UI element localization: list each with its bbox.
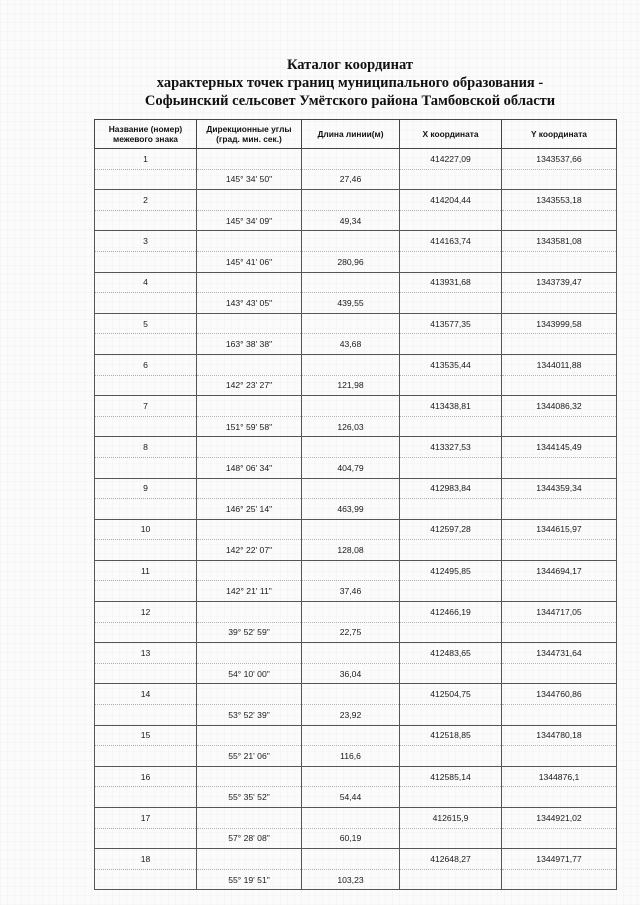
direction-angle-cell: 151° 59' 58" — [197, 416, 302, 437]
mark-name-cell: 15 — [95, 725, 197, 746]
empty-cell — [502, 251, 617, 272]
table-row — [95, 293, 617, 314]
table-row — [95, 869, 617, 890]
mark-name-cell: 14 — [95, 684, 197, 705]
empty-cell — [502, 169, 617, 190]
table-row — [95, 705, 617, 726]
empty-cell — [197, 149, 302, 170]
direction-angle-cell: 55° 21' 06" — [197, 746, 302, 767]
table-row — [95, 519, 617, 540]
empty-cell — [95, 457, 197, 478]
mark-name-cell: 7 — [95, 396, 197, 417]
empty-cell — [400, 622, 502, 643]
empty-cell — [400, 457, 502, 478]
x-coordinate-cell: 412504,75 — [400, 684, 502, 705]
empty-cell — [502, 746, 617, 767]
empty-cell — [302, 478, 400, 499]
x-coordinate-cell: 413931,68 — [400, 272, 502, 293]
direction-angle-cell: 57° 28' 08" — [197, 828, 302, 849]
direction-angle-cell: 142° 21' 11" — [197, 581, 302, 602]
line-length-cell: 22,75 — [302, 622, 400, 643]
mark-name-cell: 6 — [95, 354, 197, 375]
empty-cell — [502, 499, 617, 520]
empty-cell — [95, 828, 197, 849]
table-row — [95, 849, 617, 870]
y-coordinate-cell: 1343739,47 — [502, 272, 617, 293]
table-row — [95, 437, 617, 458]
table-row — [95, 808, 617, 829]
mark-name-cell: 2 — [95, 190, 197, 211]
x-coordinate-cell: 412597,28 — [400, 519, 502, 540]
x-coordinate-cell: 413577,35 — [400, 313, 502, 334]
empty-cell — [302, 272, 400, 293]
x-coordinate-cell: 414227,09 — [400, 149, 502, 170]
line-length-cell: 23,92 — [302, 705, 400, 726]
empty-cell — [502, 416, 617, 437]
y-coordinate-cell: 1343999,58 — [502, 313, 617, 334]
table-row — [95, 725, 617, 746]
y-coordinate-cell: 1343553,18 — [502, 190, 617, 211]
empty-cell — [95, 375, 197, 396]
table-row — [95, 210, 617, 231]
empty-cell — [95, 210, 197, 231]
empty-cell — [95, 499, 197, 520]
table-row — [95, 354, 617, 375]
line-length-cell: 43,68 — [302, 334, 400, 355]
empty-cell — [302, 849, 400, 870]
table-row — [95, 643, 617, 664]
header-line-length: Длина линии(м) — [302, 120, 400, 149]
mark-name-cell: 17 — [95, 808, 197, 829]
empty-cell — [400, 828, 502, 849]
empty-cell — [502, 663, 617, 684]
empty-cell — [502, 375, 617, 396]
y-coordinate-cell: 1344760,86 — [502, 684, 617, 705]
direction-angle-cell: 142° 23' 27" — [197, 375, 302, 396]
empty-cell — [197, 560, 302, 581]
y-coordinate-cell: 1344694,17 — [502, 560, 617, 581]
mark-name-cell: 9 — [95, 478, 197, 499]
x-coordinate-cell: 413438,81 — [400, 396, 502, 417]
table-row — [95, 375, 617, 396]
empty-cell — [400, 869, 502, 890]
empty-cell — [95, 416, 197, 437]
empty-cell — [95, 869, 197, 890]
direction-angle-cell: 54° 10' 00" — [197, 663, 302, 684]
y-coordinate-cell: 1344145,49 — [502, 437, 617, 458]
mark-name-cell: 8 — [95, 437, 197, 458]
empty-cell — [502, 869, 617, 890]
line-length-cell: 116,6 — [302, 746, 400, 767]
direction-angle-cell: 39° 52' 59" — [197, 622, 302, 643]
empty-cell — [400, 251, 502, 272]
line-length-cell: 404,79 — [302, 457, 400, 478]
empty-cell — [400, 334, 502, 355]
table-row — [95, 149, 617, 170]
line-length-cell: 49,34 — [302, 210, 400, 231]
table-row — [95, 231, 617, 252]
direction-angle-cell: 146° 25' 14" — [197, 499, 302, 520]
title-line-1: Каталог координат — [286, 57, 414, 73]
empty-cell — [502, 581, 617, 602]
empty-cell — [197, 437, 302, 458]
empty-cell — [197, 602, 302, 623]
table-row — [95, 334, 617, 355]
empty-cell — [95, 581, 197, 602]
direction-angle-cell: 53° 52' 39" — [197, 705, 302, 726]
table-row — [95, 581, 617, 602]
empty-cell — [302, 519, 400, 540]
empty-cell — [302, 643, 400, 664]
table-row — [95, 663, 617, 684]
empty-cell — [400, 787, 502, 808]
direction-angle-cell: 142° 22' 07" — [197, 540, 302, 561]
x-coordinate-cell: 412983,84 — [400, 478, 502, 499]
empty-cell — [502, 334, 617, 355]
x-coordinate-cell: 414204,44 — [400, 190, 502, 211]
empty-cell — [502, 828, 617, 849]
line-length-cell: 27,46 — [302, 169, 400, 190]
table-body — [95, 149, 617, 890]
direction-angle-cell: 145° 41' 06" — [197, 251, 302, 272]
table-row — [95, 416, 617, 437]
empty-cell — [302, 190, 400, 211]
empty-cell — [302, 149, 400, 170]
table-row — [95, 169, 617, 190]
empty-cell — [302, 231, 400, 252]
mark-name-cell: 3 — [95, 231, 197, 252]
x-coordinate-cell: 412615,9 — [400, 808, 502, 829]
empty-cell — [197, 519, 302, 540]
line-length-cell: 37,46 — [302, 581, 400, 602]
empty-cell — [197, 725, 302, 746]
empty-cell — [197, 766, 302, 787]
document-title — [90, 56, 610, 110]
table-row — [95, 828, 617, 849]
x-coordinate-cell: 412495,85 — [400, 560, 502, 581]
empty-cell — [95, 540, 197, 561]
table-row — [95, 313, 617, 334]
line-length-cell: 439,55 — [302, 293, 400, 314]
y-coordinate-cell: 1344086,32 — [502, 396, 617, 417]
header-direction-angle: Дирекционные углы (град. мин. сек.) — [197, 120, 302, 149]
empty-cell — [302, 602, 400, 623]
y-coordinate-cell: 1344717,05 — [502, 602, 617, 623]
x-coordinate-cell: 412483,65 — [400, 643, 502, 664]
empty-cell — [502, 457, 617, 478]
empty-cell — [197, 313, 302, 334]
empty-cell — [197, 478, 302, 499]
table-row — [95, 457, 617, 478]
empty-cell — [302, 396, 400, 417]
empty-cell — [95, 251, 197, 272]
mark-name-cell: 18 — [95, 849, 197, 870]
table-row — [95, 560, 617, 581]
empty-cell — [400, 581, 502, 602]
empty-cell — [400, 169, 502, 190]
y-coordinate-cell: 1344359,34 — [502, 478, 617, 499]
empty-cell — [502, 705, 617, 726]
x-coordinate-cell: 413327,53 — [400, 437, 502, 458]
title-line-2: характерных точек границ муниципального образования - — [156, 75, 544, 91]
table-row — [95, 622, 617, 643]
y-coordinate-cell: 1343537,66 — [502, 149, 617, 170]
table-row — [95, 766, 617, 787]
table-row — [95, 540, 617, 561]
empty-cell — [400, 375, 502, 396]
empty-cell — [400, 416, 502, 437]
direction-angle-cell: 145° 34' 50" — [197, 169, 302, 190]
direction-angle-cell: 55° 19' 51" — [197, 869, 302, 890]
table-row — [95, 684, 617, 705]
empty-cell — [95, 787, 197, 808]
empty-cell — [197, 272, 302, 293]
empty-cell — [95, 334, 197, 355]
x-coordinate-cell: 412518,85 — [400, 725, 502, 746]
empty-cell — [400, 293, 502, 314]
empty-cell — [302, 684, 400, 705]
table-row — [95, 602, 617, 623]
mark-name-cell: 12 — [95, 602, 197, 623]
empty-cell — [400, 663, 502, 684]
y-coordinate-cell: 1344011,88 — [502, 354, 617, 375]
empty-cell — [302, 560, 400, 581]
line-length-cell: 280,96 — [302, 251, 400, 272]
mark-name-cell: 10 — [95, 519, 197, 540]
y-coordinate-cell: 1344731,64 — [502, 643, 617, 664]
y-coordinate-cell: 1344615,97 — [502, 519, 617, 540]
empty-cell — [502, 293, 617, 314]
header-mark-name: Название (номер) межевого знака — [95, 120, 197, 149]
table-row — [95, 746, 617, 767]
line-length-cell: 126,03 — [302, 416, 400, 437]
empty-cell — [197, 354, 302, 375]
empty-cell — [502, 622, 617, 643]
empty-cell — [197, 396, 302, 417]
mark-name-cell: 1 — [95, 149, 197, 170]
empty-cell — [197, 849, 302, 870]
empty-cell — [502, 540, 617, 561]
line-length-cell: 121,98 — [302, 375, 400, 396]
empty-cell — [302, 354, 400, 375]
empty-cell — [302, 808, 400, 829]
empty-cell — [95, 293, 197, 314]
empty-cell — [502, 210, 617, 231]
line-length-cell: 60,19 — [302, 828, 400, 849]
x-coordinate-cell: 412648,27 — [400, 849, 502, 870]
empty-cell — [95, 169, 197, 190]
x-coordinate-cell: 412466,19 — [400, 602, 502, 623]
empty-cell — [400, 746, 502, 767]
direction-angle-cell: 145° 34' 09" — [197, 210, 302, 231]
table-row — [95, 787, 617, 808]
empty-cell — [400, 540, 502, 561]
empty-cell — [400, 705, 502, 726]
empty-cell — [197, 808, 302, 829]
empty-cell — [197, 643, 302, 664]
title-line-3: Софьинский сельсовет Умётского района Тамбовской области — [144, 93, 556, 109]
empty-cell — [197, 684, 302, 705]
mark-name-cell: 11 — [95, 560, 197, 581]
direction-angle-cell: 55° 35' 52" — [197, 787, 302, 808]
empty-cell — [302, 725, 400, 746]
y-coordinate-cell: 1343581,08 — [502, 231, 617, 252]
line-length-cell: 103,23 — [302, 869, 400, 890]
mark-name-cell: 13 — [95, 643, 197, 664]
empty-cell — [400, 499, 502, 520]
table-row — [95, 396, 617, 417]
header-x-coordinate: X координата — [400, 120, 502, 149]
header-y-coordinate: Y координата — [502, 120, 617, 149]
empty-cell — [302, 766, 400, 787]
table-row — [95, 499, 617, 520]
x-coordinate-cell: 412585,14 — [400, 766, 502, 787]
coordinate-catalog-table — [94, 119, 617, 890]
line-length-cell: 36,04 — [302, 663, 400, 684]
mark-name-cell: 4 — [95, 272, 197, 293]
y-coordinate-cell: 1344876,1 — [502, 766, 617, 787]
table-row — [95, 478, 617, 499]
x-coordinate-cell: 414163,74 — [400, 231, 502, 252]
mark-name-cell: 16 — [95, 766, 197, 787]
mark-name-cell: 5 — [95, 313, 197, 334]
direction-angle-cell: 163° 38' 38" — [197, 334, 302, 355]
table-header-row — [95, 120, 617, 149]
direction-angle-cell: 143° 43' 05" — [197, 293, 302, 314]
y-coordinate-cell: 1344971,77 — [502, 849, 617, 870]
table-row — [95, 190, 617, 211]
y-coordinate-cell: 1344921,02 — [502, 808, 617, 829]
empty-cell — [95, 746, 197, 767]
y-coordinate-cell: 1344780,18 — [502, 725, 617, 746]
x-coordinate-cell: 413535,44 — [400, 354, 502, 375]
empty-cell — [502, 787, 617, 808]
empty-cell — [197, 231, 302, 252]
empty-cell — [95, 663, 197, 684]
empty-cell — [302, 437, 400, 458]
empty-cell — [95, 705, 197, 726]
direction-angle-cell: 148° 06' 34" — [197, 457, 302, 478]
empty-cell — [197, 190, 302, 211]
empty-cell — [302, 313, 400, 334]
table-row — [95, 251, 617, 272]
line-length-cell: 54,44 — [302, 787, 400, 808]
line-length-cell: 463,99 — [302, 499, 400, 520]
line-length-cell: 128,08 — [302, 540, 400, 561]
empty-cell — [95, 622, 197, 643]
empty-cell — [400, 210, 502, 231]
table-row — [95, 272, 617, 293]
